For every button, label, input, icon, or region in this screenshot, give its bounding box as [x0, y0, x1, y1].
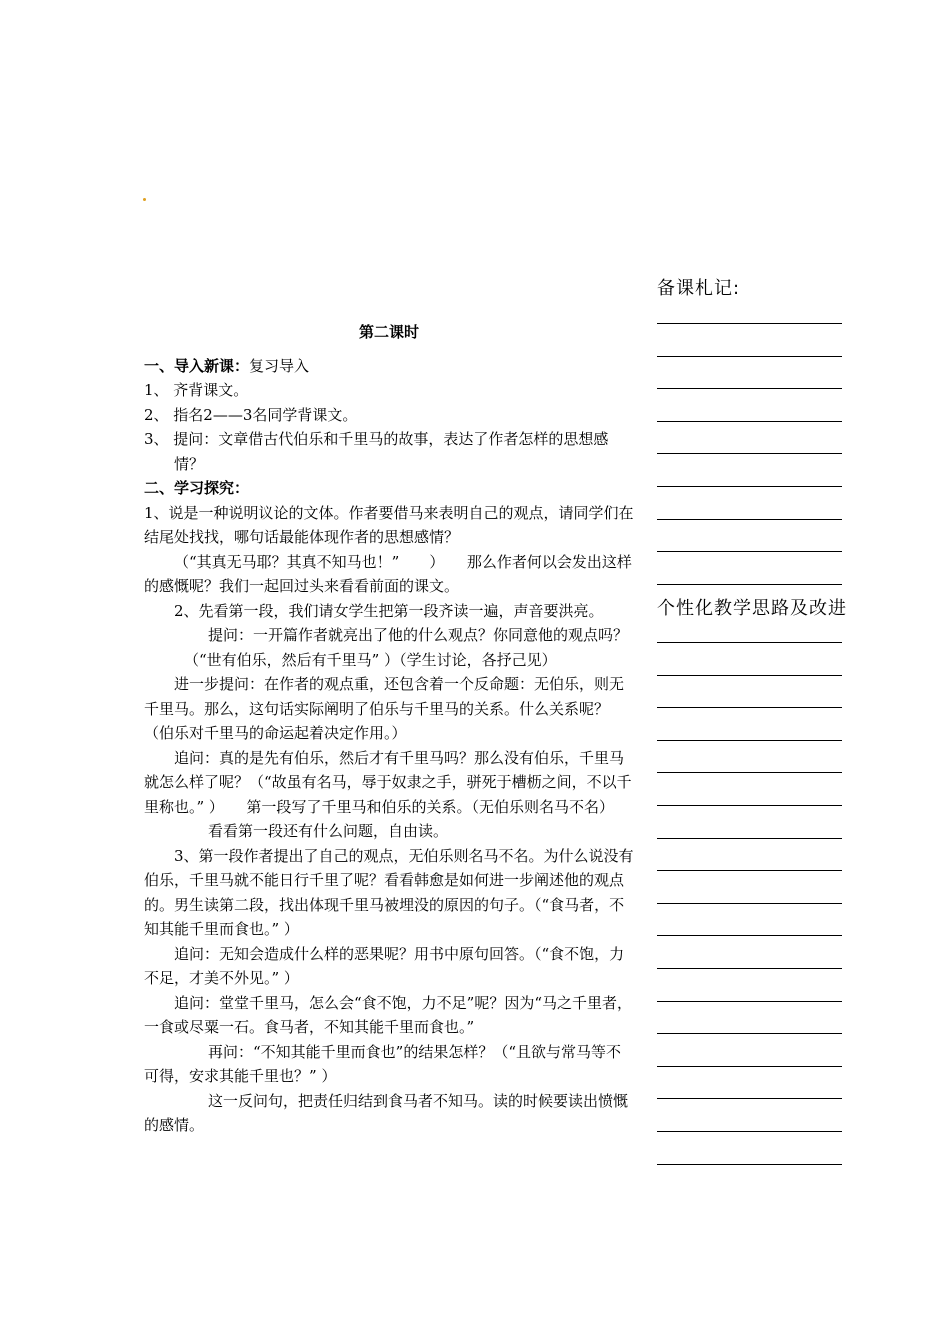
ideas-line	[657, 903, 842, 904]
ideas-line	[657, 935, 842, 936]
section2-paragraph: 2、先看第一段，我们请女学生把第一段齐读一遍，声音要洪亮。	[174, 601, 604, 620]
section1-item: 1、 齐背课文。	[144, 381, 249, 399]
section1-heading-label: 一、导入新课：	[144, 356, 250, 375]
notes-title: 备课札记:	[657, 278, 741, 299]
section2-paragraph: 追问：真的是先有伯乐，然后才有千里马吗？那么没有伯乐，千里马就怎么样了呢？（“故虽有名马，辱于奴隶之手，骈死于槽枥之间，不以千里称也。” ） 第一段写了千里马和伯乐的关系。（无伯乐则名马不名）	[144, 748, 632, 816]
lesson-title: 第二课时	[358, 323, 419, 341]
ideas-title: 个性化教学思路及改进	[657, 598, 847, 619]
ideas-line	[657, 1164, 842, 1165]
ideas-line	[657, 1131, 842, 1132]
lesson-body	[144, 320, 634, 1138]
notes-line	[657, 388, 842, 389]
section1-heading	[144, 354, 634, 379]
section2-paragraph: 提问：一开篇作者就亮出了他的什么观点？你同意他的观点吗？	[208, 626, 629, 644]
ideas-line	[657, 1001, 842, 1002]
section1-item: 2、 指名2——3名同学背课文。	[144, 405, 358, 424]
section2-paragraph: 追问：堂堂千里马，怎么会“食不饱，力不足”呢？因为“马之千里者，一食或尽粟一石。食马者，不知其能千里而食也。”	[144, 993, 633, 1036]
notes-line	[657, 421, 842, 422]
section2-paragraph: （“其真无马耶？其真不知马也！” ） 那么作者何以会发出这样的感慨呢？我们一起回过头来看看前面的课文。	[144, 552, 632, 595]
ideas-line	[657, 968, 842, 969]
ideas-line	[657, 642, 842, 643]
section1-heading-rest: 复习导入	[249, 356, 310, 375]
section2-heading: 二、学习探究：	[144, 479, 250, 497]
notes-line	[657, 356, 842, 357]
notes-line	[657, 323, 842, 324]
section2-paragraph: （“世有伯乐，然后有千里马” ）（学生讨论，各抒己见）	[184, 650, 557, 669]
section2-paragraph: 再问：“不知其能千里而食也”的结果怎样？（“且欲与常马等不可得，安求其能千里也？” ）	[144, 1042, 622, 1085]
ideas-line	[657, 1098, 842, 1099]
section2-paragraph: 这一反问句，把责任归结到食马者不知马。读的时候要读出愤慨的感情。	[144, 1091, 629, 1134]
ideas-line	[657, 1033, 842, 1034]
section2-paragraph: 追问：无知会造成什么样的恶果呢？用书中原句回答。（“食不饱，力不足，才美不外见。” ）	[144, 944, 625, 987]
notes-line	[657, 584, 842, 585]
stray-dot	[143, 198, 146, 201]
ideas-line	[657, 838, 842, 839]
section2-paragraph: 进一步提问：在作者的观点重，还包含着一个反命题：无伯乐，则无千里马。那么，这句话实际阐明了伯乐与千里马的关系。什么关系呢？（伯乐对千里马的命运起着决定作用。）	[144, 675, 625, 742]
notes-line	[657, 486, 842, 487]
ideas-line	[657, 675, 842, 676]
ideas-line	[657, 870, 842, 871]
ideas-line	[657, 805, 842, 806]
ideas-line	[657, 1066, 842, 1067]
ideas-line	[657, 740, 842, 741]
ideas-line	[657, 772, 842, 773]
ideas-line	[657, 707, 842, 708]
notes-line	[657, 453, 842, 454]
section2-paragraph: 1、说是一种说明议论的文体。作者要借马来表明自己的观点，请同学们在结尾处找找，哪句话最能体现作者的思想感情？	[144, 503, 634, 546]
notes-line	[657, 551, 842, 552]
section2-paragraph: 看看第一段还有什么问题，自由读。	[208, 822, 449, 840]
section1-item: 3、 提问：文章借古代伯乐和千里马的故事，表达了作者怎样的思想感情？	[144, 430, 609, 473]
section2-paragraph: 3、第一段作者提出了自己的观点，无伯乐则名马不名。为什么说没有伯乐，千里马就不能日行千里了呢？看看韩愈是如何进一步阐述他的观点的。男生读第二段，找出体现千里马被埋没的原因的句子。（“食马者，不知其能千里而食也。” ）	[144, 846, 634, 938]
notes-line	[657, 519, 842, 520]
